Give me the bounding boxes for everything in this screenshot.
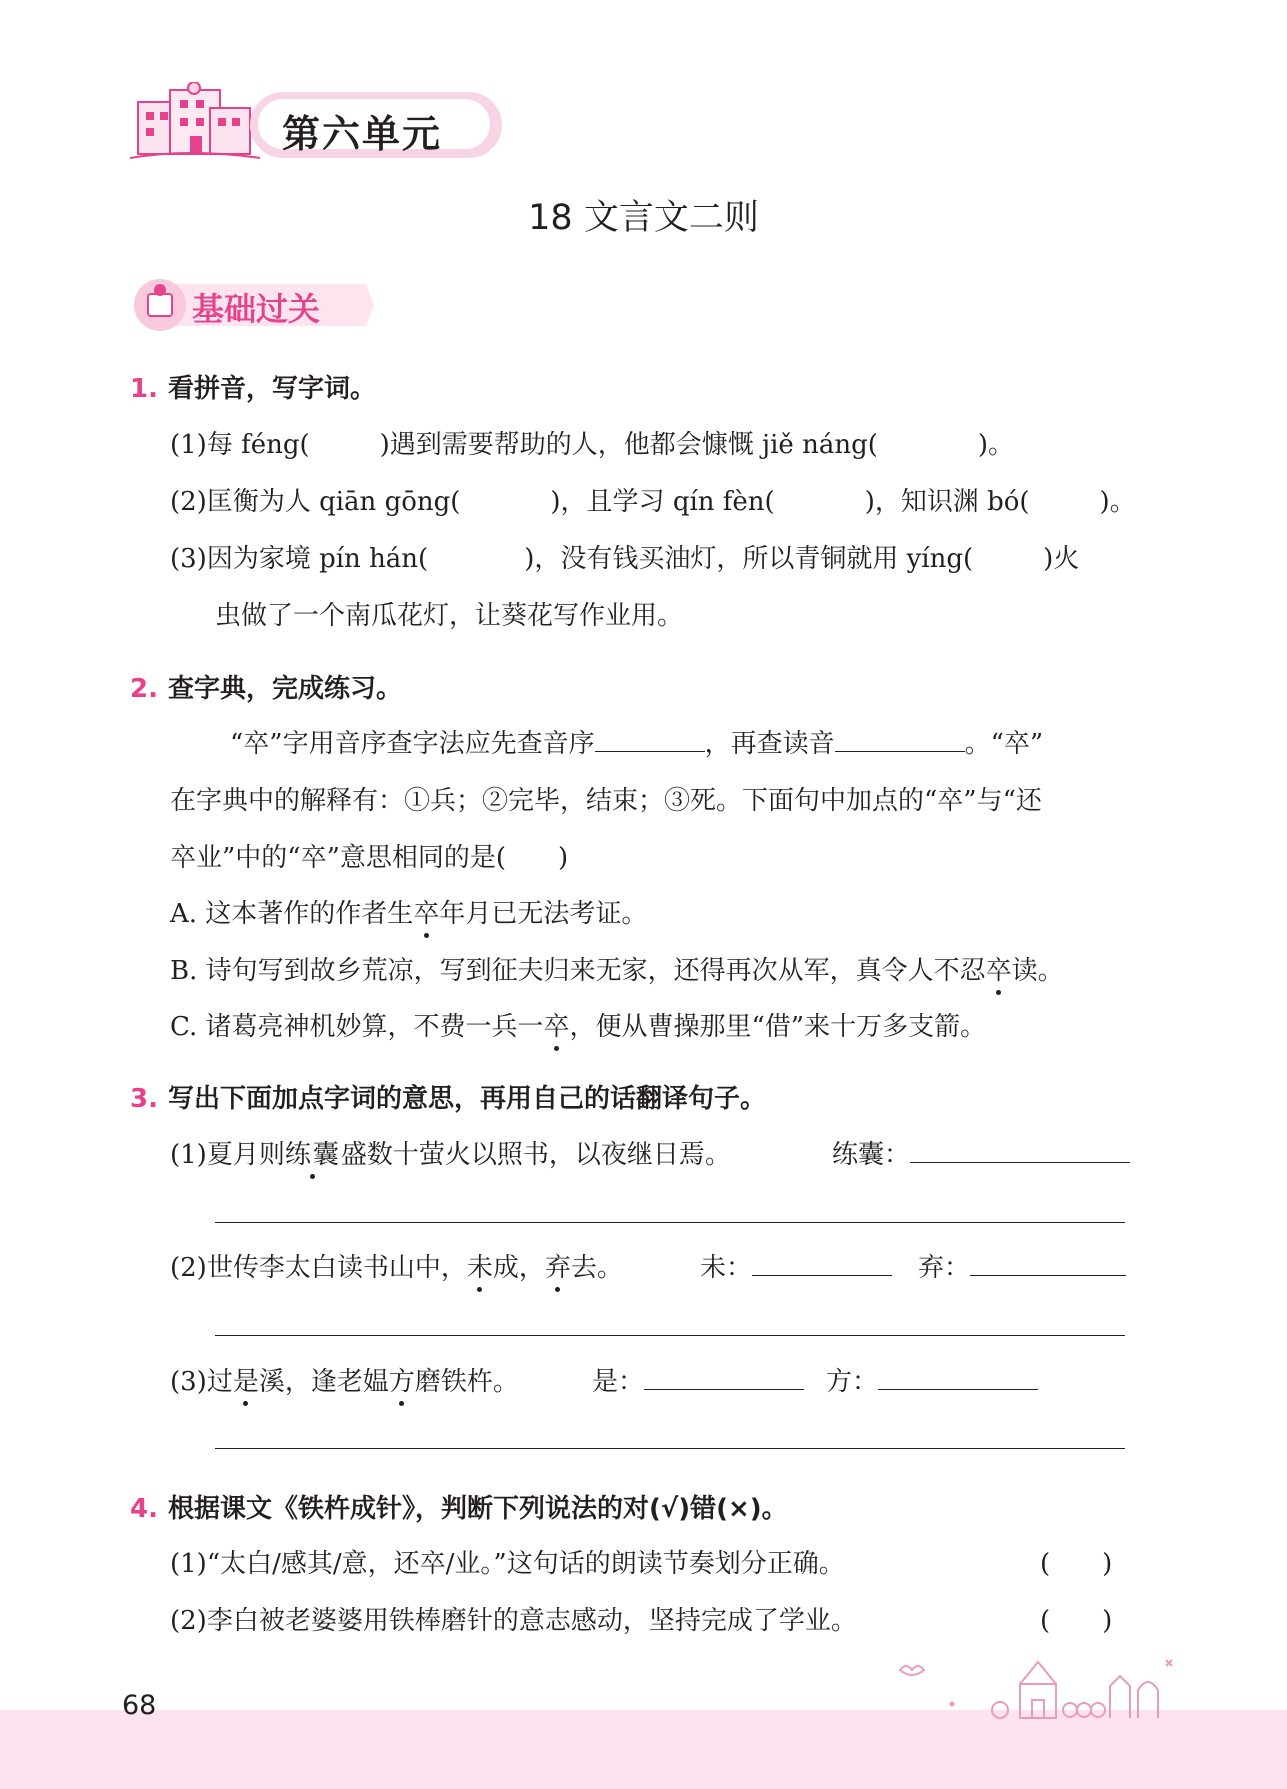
q4-judgement-1-answer[interactable]: ( ) (1040, 1549, 1113, 1579)
q2-option-b[interactable] (170, 950, 1064, 987)
q3-translation-line-1[interactable] (215, 1222, 1125, 1223)
q2-p1-text-b: ，再查读音 (704, 729, 835, 759)
dotted-char: 卒 (985, 956, 1012, 986)
q3-title: 写出下面加点字词的意思，再用自己的话翻译句子。 (167, 1084, 766, 1114)
q2-option-c-text-b: ，便从曹操那里“借”来十万多支箭。 (569, 1012, 987, 1042)
q3-sentence-1 (170, 1134, 731, 1171)
q2-para-line-2: 在字典中的解释有：①兵；②完毕，结束；③死。下面句中加点的“卒”与“还 (170, 786, 1042, 816)
q3-heading (130, 1078, 766, 1115)
q2-title: 查字典，完成练习。 (167, 674, 402, 704)
unit-title: 第六单元 (282, 112, 443, 156)
q2-option-b-text-b: 读。 (1011, 956, 1064, 986)
q3-translation-line-3[interactable] (215, 1448, 1125, 1449)
q3-s2-blank-1[interactable] (752, 1249, 892, 1276)
q3-s1-text-b: 盛数十萤火以照书，以夜继日焉。 (340, 1140, 731, 1170)
q1-l3-text-b: )，没有钱买油灯，所以青铜就用 yíng( (524, 544, 974, 574)
q3-s1-label (832, 1134, 1130, 1171)
q2-number: 2. (130, 674, 158, 704)
section-title: 基础过关 (192, 290, 321, 328)
q3-s2-label-1 (700, 1247, 892, 1284)
q3-s2-label-2 (918, 1247, 1126, 1284)
q1-line-2 (170, 481, 1136, 518)
q2-option-b-text-a: B. 诗句写到故乡荒凉，写到征夫归来无家，还得再次从军，真令人不忍 (170, 956, 986, 986)
q3-s1-blank[interactable] (910, 1136, 1130, 1163)
q3-s3-label-1 (592, 1361, 804, 1398)
dotted-char: 弃 (544, 1253, 571, 1283)
q1-l2-text-d: )。 (1099, 487, 1136, 517)
footer-town-illustration (880, 1650, 1180, 1722)
lesson-title: 18 文言文二则 (528, 198, 759, 238)
q1-l2-text-a: (2)匡衡为人 qiān gōng( (170, 487, 461, 517)
q2-option-c-text-a: C. 诸葛亮神机妙算，不费一兵一 (170, 1012, 544, 1042)
q2-blank-reading[interactable] (835, 725, 965, 752)
q4-judgement-1: (1)“太白/感其/意，还卒/业。”这句话的朗读节奏划分正确。 (170, 1549, 845, 1579)
q3-s2-label-1-text: 未： (700, 1253, 753, 1283)
q4-number: 4. (130, 1494, 158, 1524)
q2-option-a-text-a: A. 这本著作的作者生 (170, 899, 414, 929)
q4-title: 根据课文《铁杵成针》，判断下列说法的对(√)错(×)。 (167, 1494, 788, 1524)
q3-s2-text-b: 成， (492, 1253, 545, 1283)
q1-l3-text-a: (3)因为家境 pín hán( (170, 544, 429, 574)
q3-s3-label-2-text: 方： (826, 1367, 879, 1397)
q1-title: 看拼音，写字词。 (167, 374, 376, 404)
q1-l1-text-b: )遇到需要帮助的人，他都会慷慨 jiě náng( (379, 430, 878, 460)
q3-number: 3. (130, 1084, 158, 1114)
q1-line-1 (170, 424, 1014, 461)
q2-para-line-1 (230, 723, 1043, 760)
q1-l2-text-b: )，且学习 qín fèn( (550, 487, 775, 517)
q3-sentence-3 (170, 1361, 519, 1398)
dotted-word: 练囊 (284, 1140, 341, 1170)
q4-heading (130, 1488, 788, 1525)
q2-p1-text-c: 。“卒” (964, 729, 1044, 759)
q3-s3-text-b: 溪，逢老媪 (258, 1367, 389, 1397)
dotted-char: 卒 (543, 1012, 570, 1042)
q3-s3-label-2 (826, 1361, 1038, 1398)
q1-l1-text-c: )。 (977, 430, 1015, 460)
q3-sentence-2 (170, 1247, 623, 1284)
q3-s2-text-c: 去。 (570, 1253, 623, 1283)
q2-heading (130, 668, 402, 705)
q4-judgement-2: (2)李白被老婆婆用铁棒磨针的意志感动，坚持完成了学业。 (170, 1606, 857, 1636)
q1-l2-text-c: )，知识渊 bó( (864, 487, 1030, 517)
q3-s3-text-c: 磨铁杵。 (414, 1367, 519, 1397)
q1-heading (130, 368, 376, 405)
q1-line-3 (170, 538, 1079, 575)
q3-s2-label-2-text: 弃： (918, 1253, 971, 1283)
q3-s1-text-a: (1)夏月则 (170, 1140, 285, 1170)
q2-option-a-text-b: 年月已无法考证。 (439, 899, 648, 929)
q1-l3-text-c: )火 (1043, 544, 1080, 574)
q2-option-a[interactable] (170, 893, 647, 930)
dotted-char: 卒 (413, 899, 440, 929)
dotted-char: 未 (466, 1253, 493, 1283)
q1-l1-text-a: (1)每 féng( (170, 430, 310, 460)
page-number: 68 (122, 1690, 157, 1721)
q2-option-c[interactable] (170, 1006, 986, 1043)
dotted-char: 是 (232, 1367, 259, 1397)
q3-s3-blank-1[interactable] (644, 1363, 804, 1390)
q3-translation-line-2[interactable] (215, 1335, 1125, 1336)
q3-s3-label-1-text: 是： (592, 1367, 645, 1397)
dotted-char: 方 (388, 1367, 415, 1397)
q2-para-line-3: 卒业”中的“卒”意思相同的是( ) (170, 843, 569, 873)
q3-s3-text-a: (3)过 (170, 1367, 233, 1397)
q1-number: 1. (130, 374, 158, 404)
q3-s1-label-text: 练囊： (832, 1140, 911, 1170)
q2-blank-initial[interactable] (595, 725, 705, 752)
q4-judgement-2-answer[interactable]: ( ) (1040, 1606, 1113, 1636)
q3-s3-blank-2[interactable] (878, 1363, 1038, 1390)
q3-s2-text-a: (2)世传李太白读书山中， (170, 1253, 467, 1283)
q3-s2-blank-2[interactable] (970, 1249, 1126, 1276)
q2-p1-text-a: “卒”字用音序查字法应先查音序 (230, 729, 595, 759)
q1-line-4: 虫做了一个南瓜花灯，让葵花写作业用。 (215, 601, 684, 631)
